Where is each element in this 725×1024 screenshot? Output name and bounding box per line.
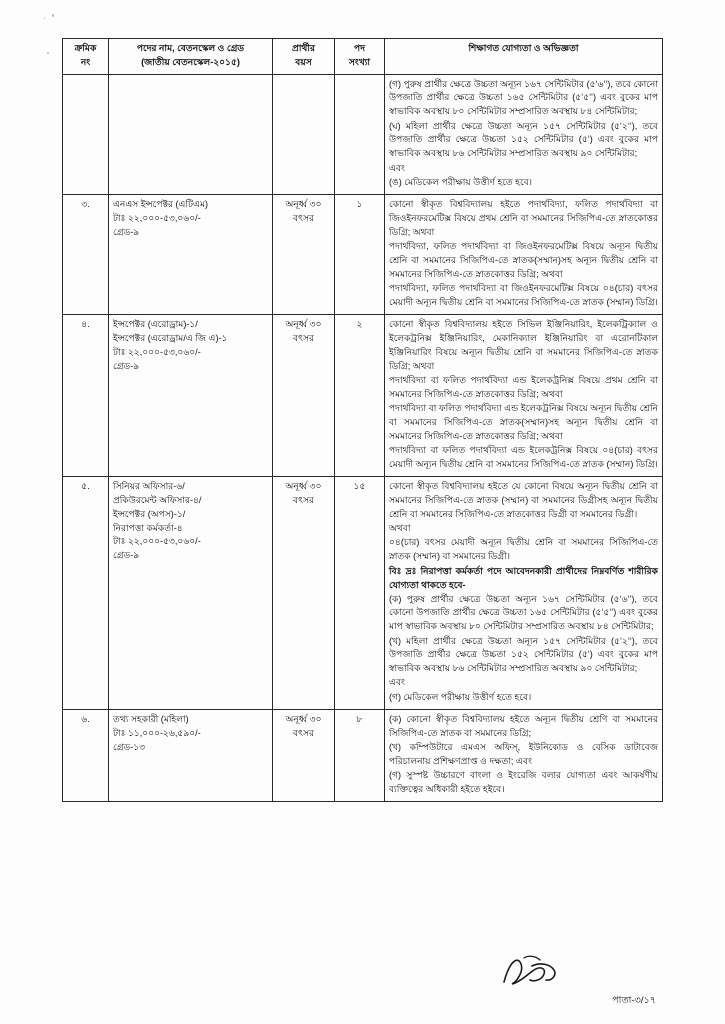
table-header <box>63 39 663 75</box>
post-name-line: ইন্সপেক্টর (এরোড্রাম/এ জি এ)-১ <box>113 332 228 343</box>
table-row <box>63 315 663 477</box>
column-header-age-line2: বয়স <box>295 56 312 67</box>
cell-post-count: ২ <box>335 315 385 477</box>
table-header-row <box>63 39 663 75</box>
signature-icon <box>494 952 566 992</box>
column-header-post-count-line1: পদ <box>354 43 365 53</box>
post-name-line: গ্রেড-১৩ <box>113 741 146 752</box>
post-name-line: টাঃ ২২,০০০-৫৩,০৬০/- <box>113 212 201 223</box>
qualification-line: পদার্থবিদ্যা, ফলিত পদার্থবিদ্যা বা জিওইনফরমেটিক্স বিষয়ে অন্যূন দ্বিতীয় শ্রেনি বা সমমানের সিজিপিএ-তে স্নাতক(সম্মান)সহ অন্যূন দ্বিতীয় শ্রেনি বা সমমানের সিজিপিএ-তে স্নাতকোত্তর ডিগ্রি; অথবা <box>389 241 658 279</box>
column-header-post-name-line2: (জাতীয় বেতনস্কেল-২০১৫) <box>141 56 240 67</box>
post-name-line: প্রকিউরমেন্ট অফিসার-৪/ <box>113 494 202 505</box>
cell-qualification <box>385 74 663 195</box>
cell-serial: ৫. <box>63 477 109 710</box>
qualification-line: এবং <box>389 162 405 173</box>
cell-qualification <box>385 710 663 802</box>
cell-age: অনূর্ধ্ব ৩০ বৎসর <box>273 195 335 315</box>
page-number: পাতা-৩/১৭ <box>612 995 656 1006</box>
column-header-serial-line1: ক্রমিক <box>74 43 97 53</box>
qualification-line: (ক) কোনো স্বীকৃত বিশ্ববিদ্যালয় হইতে অন্যূন দ্বিতীয় শ্রেণি বা সমমানের সিজিপিএ-তে স্নাতক বা সমমানের ডিগ্রি; <box>389 714 658 738</box>
post-name-line: টাঃ ২২,০০০-৫৩,০৬০/- <box>113 346 201 357</box>
column-header-age <box>273 39 335 75</box>
cell-post-count: ৮ <box>335 710 385 802</box>
post-name-line: তথ্য সহকারী (মহিলা) <box>113 714 189 725</box>
table-row <box>63 195 663 315</box>
cell-qualification <box>385 195 663 315</box>
cell-qualification <box>385 477 663 710</box>
qualification-note: বিঃ দ্রঃ নিরাপত্তা কর্মকর্তা পদে আবেদনকারী প্রার্থীদের নিম্নবর্ণিত শারীরিক যোগ্যতা থাকতে হবে- <box>389 565 658 590</box>
column-header-post-count <box>335 39 385 75</box>
post-name-line: গ্রেড-৯ <box>113 360 140 371</box>
cell-age: অনূর্ধ্ব ৩০ বৎসর <box>273 710 335 802</box>
cell-post-name <box>109 74 273 195</box>
qualification-line: (গ) পুরুষ প্রার্থীর ক্ষেত্রে উচ্চতা অন্যূন ১৬৭ সেন্টিমিটার (৫‘৬‘‘), তবে কোনো উপজাতি প্রার্থীর ক্ষেত্রে উচ্চতা ১৬৫ সেন্টিমিটার (৫‘৫‘‘) এবং বুকের মাপ স্বাভাবিক অবস্থায় ৮০ সেন্টিমিটার সম্প্রসারিত অবস্থায় ৮৪ সেন্টিমিটার; <box>389 78 658 117</box>
cell-serial: ৬. <box>63 710 109 802</box>
cell-age: অনূর্ধ্ব ৩০ বৎসর <box>273 477 335 710</box>
post-name-line: ইন্সপেক্টর (এরোড্রাম)-১/ <box>113 319 198 330</box>
cell-post-name <box>109 315 273 477</box>
qualification-line: কোনো স্বীকৃত বিশ্ববিদ্যালয় হইতে পদার্থবিদ্যা, ফলিত পদার্থবিদ্যা বা জিওইনফরমেটিক্স বিষয়ে প্রথম শ্রেনি বা সমমানের সিজিপিএ-তে স্নাতকোত্তর ডিগ্রি; অথবা <box>389 199 658 237</box>
page-footer <box>62 958 662 1018</box>
qualification-line: কোনো স্বীকৃত বিশ্ববিদ্যালয় হইতে যে কোনো বিষয়ে অন্যূন দ্বিতীয় শ্রেনি বা সমমানের সিজিপিএ-তে স্নাতক (সম্মান) বা সমমানের ডিগ্রীসহ অন্যূন দ্বিতীয় শ্রেনি বা সমমানের সিজিপিএ-তে স্নাতকোত্তর ডিগ্রী বা সমমানের ডিগ্রী। <box>389 481 658 519</box>
cell-serial <box>63 74 109 195</box>
column-header-serial <box>63 39 109 75</box>
cell-post-count <box>335 74 385 195</box>
column-header-qualification <box>385 39 663 75</box>
qualification-line: অথবা <box>389 523 411 533</box>
post-name-line: গ্রেড-৯ <box>113 550 140 561</box>
job-circular-table <box>62 38 663 802</box>
qualification-line: পদার্থবিদ্যা বা ফলিত পদার্থবিদ্যা এন্ড ইলেকট্রনিক্স বিষয়ে অন্যূন দ্বিতীয় শ্রেনি বা সমমানের সিজিপিএ-তে স্নাতক(সম্মান)সহ অন্যূন দ্বিতীয় শ্রেনি বা সমমানের সিজিপিএ-তে স্নাতকোত্তর ডিগ্রি; অথবা <box>389 403 658 441</box>
table-row <box>63 710 663 802</box>
cell-qualification <box>385 315 663 477</box>
cell-age: অনূর্ধ্ব ৩০ বৎসর <box>273 315 335 477</box>
cell-post-name <box>109 710 273 802</box>
qualification-line: পদার্থবিদ্যা, ফলিত পদার্থবিদ্যা বা জিওইনফরমেটিক্স বিষয়ে ০৪(চার) বৎসর মেয়াদী অন্যূন দ্বিতীয় শ্রেনি বা সমমানের সিজিপিএ-তে স্নাতক (সম্মান) ডিগ্রি। <box>389 283 658 307</box>
post-name-line: এনএস ইন্সপেক্টর (এটিএম) <box>113 199 209 210</box>
post-name-line: সিনিয়র অফিসার-৬/ <box>113 481 185 492</box>
post-name-line: নিরাপত্তা কর্মকর্তা-৪ <box>113 522 183 533</box>
cell-serial: ৩. <box>63 195 109 315</box>
cell-serial: ৪. <box>63 315 109 477</box>
post-name-line: গ্রেড-৯ <box>113 226 140 237</box>
table-body <box>63 74 663 802</box>
table-row <box>63 477 663 710</box>
cell-age <box>273 74 335 195</box>
cell-post-count: ১৫ <box>335 477 385 710</box>
qualification-line: (ঙ) মেডিকেল পরীক্ষায় উত্তীর্ণ হতে হবে। <box>389 176 533 187</box>
column-header-age-line1: প্রার্থীর <box>292 43 315 53</box>
qualification-line: কোনো স্বীকৃত বিশ্ববিদ্যালয় হইতে সিভিল ইঞ্জিনিয়ারিং, ইলেকট্রিক্যাল ও ইলেকট্রনিক্স ইঞ্জিনিয়ারিং, মেকানিক্যাল ইঞ্জিনিয়ারিং বা এরোনটিকাল ইঞ্জিনিয়ারিং বিষয়ে অন্যূন দ্বিতীয় শ্রেনি বা সমমানের সিজিপিএ-তে স্নাতক ডিগ্রি; অথবা <box>389 319 658 371</box>
qualification-line: এবং <box>389 677 405 688</box>
column-header-post-name <box>109 39 273 75</box>
qualification-line: ০৪(চার) বৎসর মেয়াদী অন্যূন দ্বিতীয় শ্রেনি বা সমমানের সিজিপিএ-তে স্নাতক (সম্মান) বা সমমানের ডিগ্রী। <box>389 537 658 562</box>
scan-speck <box>47 52 49 54</box>
qualification-line: (ঘ) মহিলা প্রার্থীর ক্ষেত্রে উচ্চতা অন্যূন ১৫৭ সেন্টিমিটার (৫‘২‘‘), তবে উপজাতি প্রার্থীর ক্ষেত্রে উচ্চতা ১৫২ সেন্টিমিটার (৫‘) এবং বুকের মাপ স্বাভাবিক অবস্থায় ৮৬ সেন্টিমিটার সম্প্রসারিত অবস্থায় ৯০ সেন্টিমিটার; <box>389 120 658 159</box>
qualification-line: (গ) মেডিকেল পরীক্ষায় উত্তীর্ণ হতে হবে। <box>389 691 532 702</box>
post-name-line: ইন্সপেক্টর (অপস)-১/ <box>113 508 186 519</box>
cell-post-count: ১ <box>335 195 385 315</box>
column-header-post-count-line2: সংখ্যা <box>348 56 371 67</box>
table-row <box>63 74 663 195</box>
cell-post-name <box>109 477 273 710</box>
qualification-line: (খ) মহিলা প্রার্থীর ক্ষেত্রে উচ্চতা অন্যূন ১৫৭ সেন্টিমিটার (৫‘২‘‘), তবে উপজাতি প্রার্থীর ক্ষেত্রে উচ্চতা ১৫২ সেন্টিমিটার (৫‘) এবং বুকের মাপ স্বাভাবিক অবস্থায় ৮৬ সেন্টিমিটার সম্প্রসারিত অবস্থায় ৯০ সেন্টিমিটার; <box>389 635 658 674</box>
qualification-line: (গ) সুস্পষ্ট উচ্চারণে বাংলা ও ইংরেজি বলার যোগ্যতা এবং আকর্ষণীয় ব্যক্তিত্বের অধিকারী হইতে হইবে। <box>389 770 658 795</box>
cell-post-name <box>109 195 273 315</box>
column-header-serial-line2: নং <box>80 56 91 67</box>
column-header-post-name-line1: পদের নাম, বেতনস্কেল ও গ্রেড <box>136 43 245 53</box>
post-name-line: টাঃ ১১,০০০-২৬,৫৯০/- <box>113 727 201 738</box>
scan-edge-mark: ʼ <box>44 18 46 25</box>
qualification-line: (খ) কম্পিউটারে এমএস অফিস্, ইউনিকোড ও বেসিক ডাটাবেজ পরিচালনায় প্রশিক্ষণপ্রাপ্ত ও দক্ষতা; এবং <box>389 742 658 766</box>
qualification-line: পদার্থবিদ্যা বা ফলিত পদার্থবিদ্যা এন্ড ইলেকট্রনিক্স বিষয়ে ০৪(চার) বৎসর মেয়াদী অন্যূন দ্বিতীয় শ্রেনি বা সমমানের সিজিপিএ-তে স্নাতক (সম্মান) ডিগ্রি। <box>389 444 658 469</box>
qualification-line: (ক) পুরুষ প্রার্থীর ক্ষেত্রে উচ্চতা অন্যূন ১৬৭ সেন্টিমিটার (৫‘৬‘‘), তবে কোনো উপজাতি প্রার্থীর ক্ষেত্রে উচ্চতা ১৬৫ সেন্টিমিটার (৫‘৫‘‘) এবং বুকের মাপ স্বাভাবিক অবস্থায় ৮০ সেন্টিমিটার সম্প্রসারিত অবস্থায় ৮৪ সেন্টিমিটার; <box>389 593 658 632</box>
post-name-line: টাঃ ২২,০০০-৫৩,০৬০/- <box>113 536 201 547</box>
column-header-qualification-line1: শিক্ষাগত যোগ্যতা ও অভিজ্ঞতা <box>468 43 579 53</box>
qualification-line: পদার্থবিদ্যা বা ফলিত পদার্থবিদ্যা এন্ড ইলেকট্রনিক্স বিষয়ে প্রথম শ্রেনি বা সমমানের সিজিপিএ-তে স্নাতকোত্তর ডিগ্রি; অথবা <box>389 374 658 399</box>
scan-speck <box>52 14 54 17</box>
